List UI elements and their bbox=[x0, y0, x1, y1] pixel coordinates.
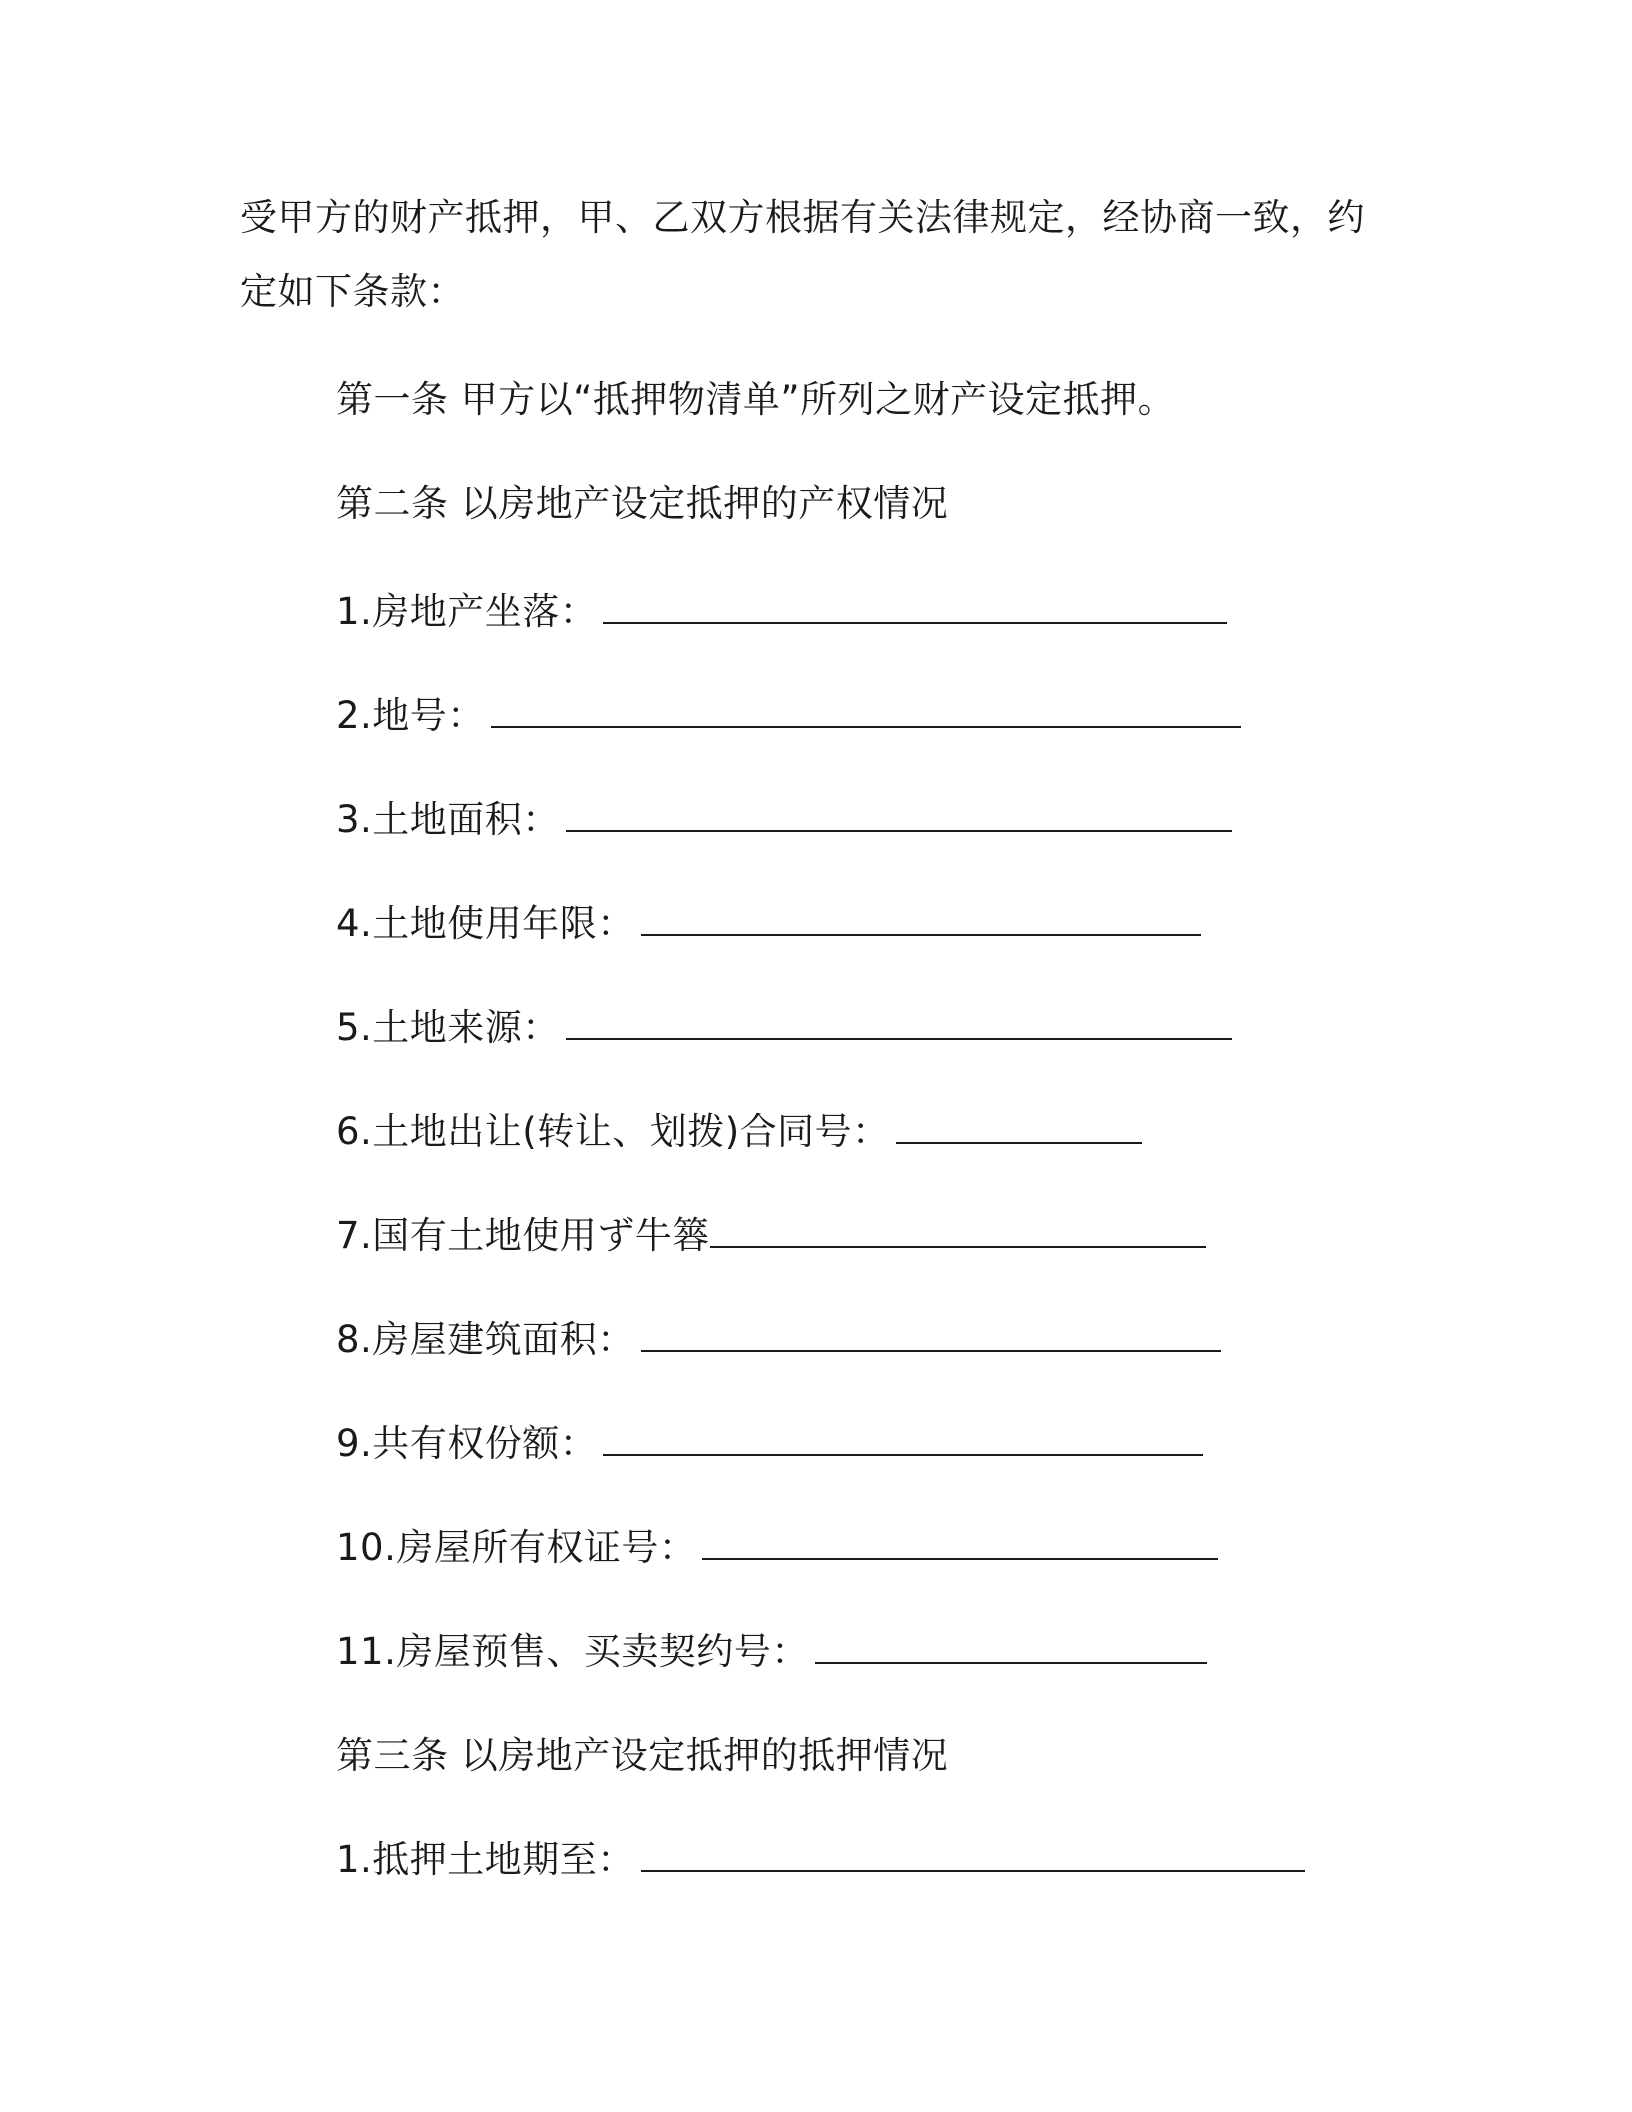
field-lot-number bbox=[336, 692, 1241, 740]
fill-in-blank[interactable] bbox=[566, 800, 1232, 832]
field-land-source bbox=[336, 1004, 1232, 1052]
field-label: 5.土地来源： bbox=[336, 1006, 560, 1049]
field-label: 11.房屋预售、买卖契约号： bbox=[336, 1630, 809, 1673]
field-label: 3.土地面积： bbox=[336, 798, 560, 841]
field-land-use-term bbox=[336, 900, 1201, 948]
field-building-area bbox=[336, 1316, 1221, 1364]
fill-in-blank[interactable] bbox=[603, 1424, 1203, 1456]
fill-in-blank[interactable] bbox=[815, 1632, 1207, 1664]
article-3-heading: 第三条 以房地产设定抵押的抵押情况 bbox=[336, 1734, 949, 1777]
field-presale-contract-number bbox=[336, 1628, 1207, 1676]
field-ownership-certificate-number bbox=[336, 1524, 1218, 1572]
fill-in-blank[interactable] bbox=[566, 1008, 1232, 1040]
fill-in-blank[interactable] bbox=[641, 1840, 1305, 1872]
field-label: 2.地号： bbox=[336, 694, 485, 737]
field-label: 9.共有权份额： bbox=[336, 1422, 598, 1465]
field-mortgage-land-term bbox=[336, 1836, 1305, 1884]
field-label: 1.抵押土地期至： bbox=[336, 1838, 635, 1881]
field-label: 6.土地出让(转让、划拨)合同号： bbox=[336, 1110, 890, 1153]
article-1-text: 第一条 甲方以“抵押物清单”所列之财产设定抵押。 bbox=[336, 378, 1176, 421]
fill-in-blank[interactable] bbox=[641, 1320, 1221, 1352]
fill-in-blank[interactable] bbox=[603, 592, 1227, 624]
field-co-ownership-share bbox=[336, 1420, 1203, 1468]
fill-in-blank[interactable] bbox=[896, 1112, 1142, 1144]
fill-in-blank[interactable] bbox=[491, 696, 1241, 728]
field-label: 4.土地使用年限： bbox=[336, 902, 635, 945]
field-land-area bbox=[336, 796, 1232, 844]
field-land-contract-number bbox=[336, 1108, 1142, 1156]
field-label: 8.房屋建筑面积： bbox=[336, 1318, 635, 1361]
fill-in-blank[interactable] bbox=[710, 1216, 1206, 1248]
field-property-location bbox=[336, 588, 1227, 636]
field-label: 7.国有土地使用ず牛簭 bbox=[336, 1214, 710, 1257]
article-2-heading: 第二条 以房地产设定抵押的产权情况 bbox=[336, 482, 949, 525]
intro-line-1: 受甲方的财产抵押，甲、乙双方根据有关法律规定，经协商一致，约 bbox=[240, 196, 1365, 239]
fill-in-blank[interactable] bbox=[641, 904, 1201, 936]
fill-in-blank[interactable] bbox=[702, 1528, 1218, 1560]
field-state-land-use bbox=[336, 1212, 1206, 1260]
field-label: 1.房地产坐落： bbox=[336, 590, 598, 633]
intro-line-2: 定如下条款： bbox=[240, 270, 465, 313]
field-label: 10.房屋所有权证号： bbox=[336, 1526, 697, 1569]
